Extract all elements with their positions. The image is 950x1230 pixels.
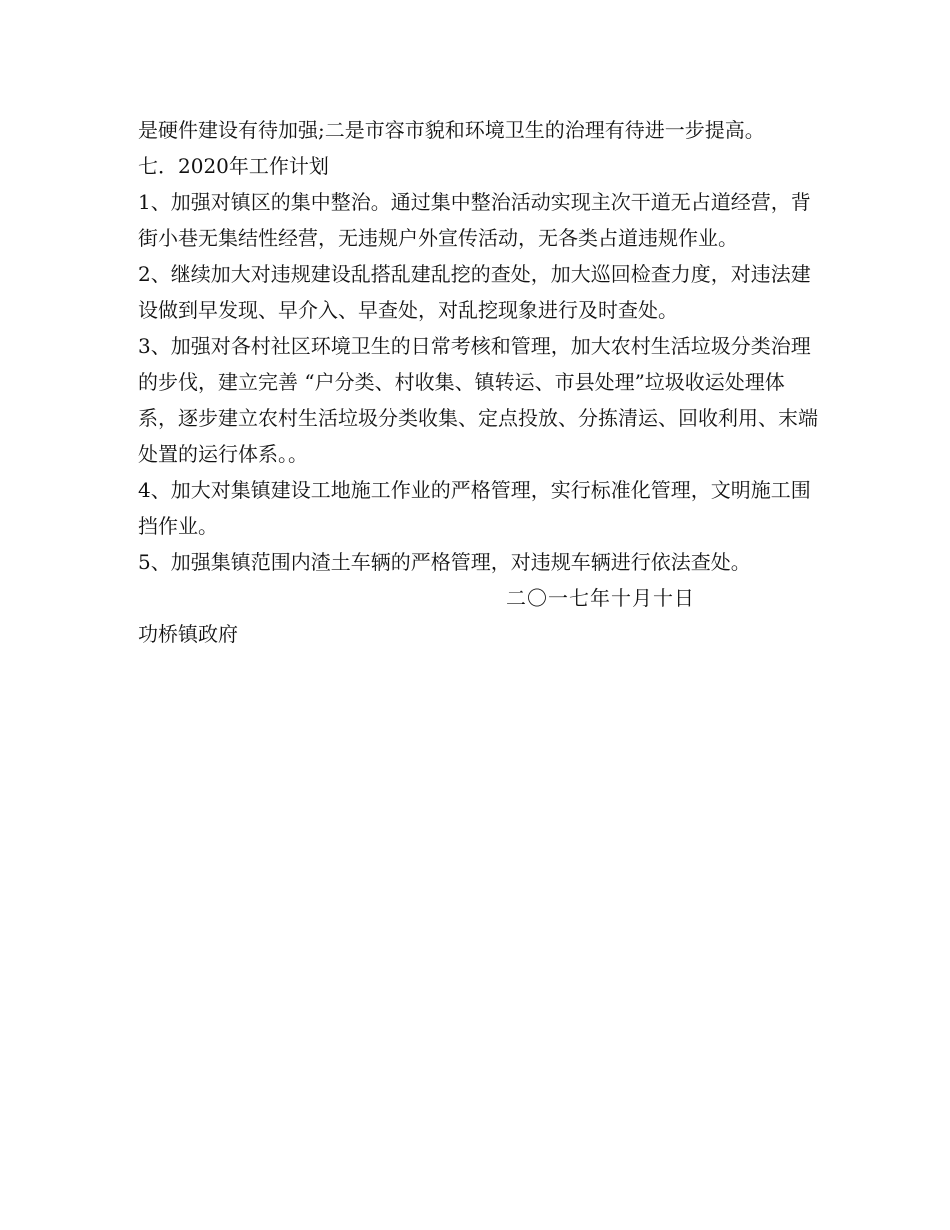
- issuer-signature: 功桥镇政府: [138, 622, 238, 646]
- section-heading: 七．2020年工作计划: [138, 154, 329, 178]
- document-body: [138, 112, 818, 652]
- plan-item-1: 1、加强对镇区的集中整治。通过集中整治活动实现主次干道无占道经营，背街小巷无集结性经营，无违规户外宣传活动，无各类占道违规作业。: [138, 190, 811, 250]
- plan-item-2: 2、继续加大对违规建设乱搭乱建乱挖的查处，加大巡回检查力度，对违法建设做到早发现、早介入、早查处，对乱挖现象进行及时查处。: [138, 262, 811, 322]
- plan-item-3: 3、加强对各村社区环境卫生的日常考核和管理，加大农村生活垃圾分类治理的步伐，建立完善 “户分类、村收集、镇转运、市县处理”垃圾收运处理体系，逐步建立农村生活垃圾分类收集、定点投放、分拣清运、回收利用、末端处置的运行体系。。: [138, 334, 818, 466]
- document-date: 二〇一七年十月十日: [506, 586, 695, 610]
- plan-item-4: 4、加大对集镇建设工地施工作业的严格管理，实行标准化管理，文明施工围挡作业。: [138, 478, 811, 538]
- continuation-paragraph: 是硬件建设有待加强;二是市容市貌和环境卫生的治理有待进一步提高。: [138, 118, 765, 142]
- plan-item-5: 5、加强集镇范围内渣土车辆的严格管理，对违规车辆进行依法查处。: [138, 550, 751, 574]
